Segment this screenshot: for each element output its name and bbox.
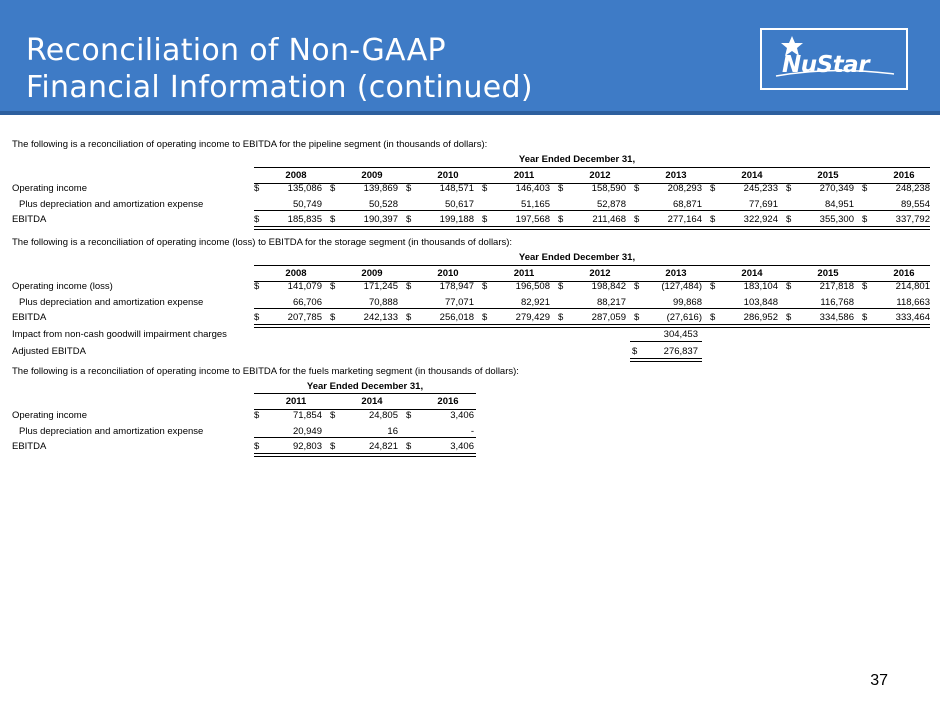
storage-value-0-5: (127,484) [661, 281, 702, 292]
fuels-dollar-0-0: $ [254, 410, 260, 421]
adjusted-dollar: $ [632, 346, 638, 357]
pipeline-value-0-6: 245,233 [743, 183, 778, 194]
title-line-1: Reconciliation of Non-GAAP [26, 33, 446, 68]
pipeline-value-2-6: 322,924 [743, 214, 778, 225]
storage-dollar-0-5: $ [634, 281, 640, 292]
pipeline-dollar-2-2: $ [406, 214, 412, 225]
fuels-dollar-2-0: $ [254, 441, 260, 452]
fuels-value-2-1: 24,821 [368, 441, 398, 452]
storage-value-1-1: 70,888 [368, 297, 398, 308]
pipeline-value-2-3: 197,568 [515, 214, 550, 225]
impairment-value: 304,453 [663, 329, 698, 340]
page-number: 37 [870, 672, 888, 689]
pipeline-value-0-8: 248,238 [895, 183, 930, 194]
fuels-row-label-0: Operating income [12, 410, 87, 421]
pipeline-row-label-2: EBITDA [12, 214, 47, 225]
fuels-value-0-1: 24,805 [368, 410, 398, 421]
logo-text: NuStar [782, 52, 870, 78]
fuels-row-label-1: Plus depreciation and amortization expense [19, 426, 204, 437]
storage-row-label-0: Operating income (loss) [12, 281, 113, 292]
pipeline-dollar-2-1: $ [330, 214, 336, 225]
pipeline-dollar-2-5: $ [634, 214, 640, 225]
fuels-value-1-2: - [470, 426, 474, 437]
storage-dollar-2-4: $ [558, 312, 564, 323]
storage-value-2-0: 207,785 [287, 312, 322, 323]
pipeline-row-label-0: Operating income [12, 183, 87, 194]
nustar-logo [760, 28, 908, 90]
pipeline-row-label-1: Plus depreciation and amortization expense [19, 199, 204, 210]
pipeline-dollar-0-4: $ [558, 183, 564, 194]
storage-value-1-6: 103,848 [743, 297, 778, 308]
storage-value-0-1: 171,245 [363, 281, 398, 292]
pipeline-header-rule [254, 167, 930, 168]
storage-year-5: 2013 [665, 268, 687, 279]
fuels-year-1: 2014 [361, 396, 383, 407]
pipeline-value-1-0: 50,749 [292, 199, 322, 210]
header-banner [0, 0, 940, 115]
storage-value-1-4: 88,217 [596, 297, 626, 308]
storage-year-8: 2016 [893, 268, 915, 279]
pipeline-year-3: 2011 [513, 170, 535, 181]
pipeline-value-1-6: 77,691 [748, 199, 778, 210]
storage-value-2-3: 279,429 [515, 312, 550, 323]
pipeline-year-5: 2013 [665, 170, 687, 181]
adjusted-ebitda-label: Adjusted EBITDA [12, 346, 86, 357]
pipeline-value-0-4: 158,590 [591, 183, 626, 194]
pipeline-year-2: 2010 [437, 170, 459, 181]
storage-value-1-7: 116,768 [820, 297, 854, 308]
pipeline-period-header: Year Ended December 31, [518, 154, 636, 165]
pipeline-value-1-7: 84,951 [824, 199, 854, 210]
pipeline-value-1-1: 50,528 [368, 199, 398, 210]
storage-dollar-0-1: $ [330, 281, 336, 292]
pipeline-dollar-0-8: $ [862, 183, 868, 194]
storage-dollar-2-2: $ [406, 312, 412, 323]
fuels-value-1-0: 20,949 [292, 426, 322, 437]
storage-year-3: 2011 [513, 268, 535, 279]
pipeline-year-1: 2009 [361, 170, 383, 181]
storage-year-2: 2010 [437, 268, 459, 279]
storage-row-label-2: EBITDA [12, 312, 47, 323]
impairment-label: Impact from non-cash goodwill impairment charges [12, 329, 227, 340]
pipeline-value-2-4: 211,468 [592, 214, 626, 225]
fuels-row-label-2: EBITDA [12, 441, 47, 452]
storage-value-0-8: 214,801 [895, 281, 930, 292]
pipeline-dollar-0-2: $ [406, 183, 412, 194]
storage-value-0-4: 198,842 [591, 281, 626, 292]
pipeline-dollar-2-4: $ [558, 214, 564, 225]
fuels-value-2-2: 3,406 [450, 441, 474, 452]
fuels-rule-0 [254, 437, 476, 438]
fuels-dollar-0-2: $ [406, 410, 412, 421]
storage-value-0-3: 196,508 [515, 281, 550, 292]
storage-value-2-5: (27,616) [666, 312, 702, 323]
pipeline-year-6: 2014 [741, 170, 763, 181]
fuels-year-0: 2011 [285, 396, 307, 407]
fuels-header-rule [254, 393, 476, 394]
pipeline-year-8: 2016 [893, 170, 915, 181]
pipeline-value-2-5: 277,164 [667, 214, 702, 225]
pipeline-value-0-7: 270,349 [819, 183, 854, 194]
pipeline-value-0-2: 148,571 [439, 183, 474, 194]
storage-year-1: 2009 [361, 268, 383, 279]
pipeline-intro: The following is a reconciliation of operating income to EBITDA for the pipeline segment (in thousands of dollars): [12, 139, 488, 150]
pipeline-value-1-5: 68,871 [672, 199, 702, 210]
pipeline-value-1-3: 51,165 [520, 199, 550, 210]
pipeline-value-2-7: 355,300 [819, 214, 854, 225]
storage-dollar-0-2: $ [406, 281, 412, 292]
fuels-value-0-2: 3,406 [450, 410, 474, 421]
pipeline-value-0-5: 208,293 [667, 183, 702, 194]
pipeline-value-1-8: 89,554 [900, 199, 930, 210]
pipeline-dollar-2-3: $ [482, 214, 488, 225]
fuels-value-0-0: 71,854 [292, 410, 322, 421]
pipeline-dollar-0-5: $ [634, 183, 640, 194]
pipeline-year-7: 2015 [817, 170, 839, 181]
storage-value-1-0: 66,706 [292, 297, 322, 308]
storage-dollar-2-7: $ [786, 312, 792, 323]
fuels-dollar-0-1: $ [330, 410, 336, 421]
storage-rule-0 [254, 308, 930, 309]
pipeline-value-0-1: 139,869 [363, 183, 398, 194]
pipeline-value-0-0: 135,086 [287, 183, 322, 194]
storage-value-0-2: 178,947 [439, 281, 474, 292]
storage-dollar-0-6: $ [710, 281, 716, 292]
page-title [26, 32, 533, 106]
pipeline-value-1-2: 50,617 [444, 199, 474, 210]
storage-dollar-2-3: $ [482, 312, 488, 323]
storage-dollar-2-6: $ [710, 312, 716, 323]
pipeline-dollar-0-6: $ [710, 183, 716, 194]
pipeline-dollar-0-7: $ [786, 183, 792, 194]
pipeline-year-0: 2008 [285, 170, 307, 181]
pipeline-dollar-2-6: $ [710, 214, 716, 225]
fuels-rule-1 [254, 453, 476, 457]
pipeline-value-2-1: 190,397 [363, 214, 398, 225]
fuels-value-2-0: 92,803 [292, 441, 322, 452]
storage-value-2-1: 242,133 [363, 312, 398, 323]
pipeline-value-1-4: 52,878 [596, 199, 626, 210]
storage-period-header: Year Ended December 31, [518, 252, 636, 263]
storage-dollar-0-3: $ [482, 281, 488, 292]
storage-value-2-4: 287,059 [591, 312, 626, 323]
storage-value-2-7: 334,586 [819, 312, 854, 323]
storage-value-0-7: 217,818 [819, 281, 854, 292]
pipeline-year-4: 2012 [589, 170, 611, 181]
fuels-year-2: 2016 [437, 396, 459, 407]
storage-dollar-0-0: $ [254, 281, 260, 292]
pipeline-value-2-2: 199,188 [439, 214, 474, 225]
storage-value-1-2: 77,071 [444, 297, 474, 308]
pipeline-dollar-0-1: $ [330, 183, 336, 194]
fuels-value-1-1: 16 [387, 426, 398, 437]
storage-value-0-0: 141,079 [287, 281, 322, 292]
pipeline-dollar-2-8: $ [862, 214, 868, 225]
storage-intro: The following is a reconciliation of operating income (loss) to EBITDA for the storage segment (in thousands of dollars): [12, 237, 513, 248]
storage-rule-1 [254, 324, 930, 328]
storage-value-2-6: 286,952 [743, 312, 778, 323]
storage-year-7: 2015 [817, 268, 839, 279]
adjusted-double-rule [630, 358, 702, 362]
storage-dollar-2-1: $ [330, 312, 336, 323]
storage-row-label-1: Plus depreciation and amortization expense [19, 297, 204, 308]
pipeline-rule-1 [254, 226, 930, 230]
title-line-2: Financial Information (continued) [26, 70, 533, 105]
storage-year-4: 2012 [589, 268, 611, 279]
storage-year-0: 2008 [285, 268, 307, 279]
fuels-period-header: Year Ended December 31, [306, 381, 424, 392]
storage-dollar-2-0: $ [254, 312, 260, 323]
storage-value-1-5: 99,868 [672, 297, 702, 308]
storage-header-rule [254, 265, 930, 266]
storage-value-1-8: 118,663 [896, 297, 930, 308]
fuels-dollar-2-1: $ [330, 441, 336, 452]
storage-dollar-2-8: $ [862, 312, 868, 323]
storage-dollar-0-8: $ [862, 281, 868, 292]
pipeline-value-0-3: 146,403 [515, 183, 550, 194]
storage-dollar-0-4: $ [558, 281, 564, 292]
storage-dollar-2-5: $ [634, 312, 640, 323]
storage-value-2-2: 256,018 [439, 312, 474, 323]
fuels-intro: The following is a reconciliation of operating income to EBITDA for the fuels marketing segment (in thousands of dollars): [12, 366, 519, 377]
pipeline-dollar-2-0: $ [254, 214, 260, 225]
storage-year-6: 2014 [741, 268, 763, 279]
storage-value-0-6: 183,104 [743, 281, 778, 292]
storage-value-2-8: 333,464 [895, 312, 930, 323]
impairment-rule [630, 341, 702, 342]
pipeline-value-2-0: 185,835 [287, 214, 322, 225]
pipeline-dollar-0-3: $ [482, 183, 488, 194]
storage-value-1-3: 82,921 [520, 297, 550, 308]
pipeline-rule-0 [254, 210, 930, 211]
pipeline-dollar-2-7: $ [786, 214, 792, 225]
adjusted-ebitda-value: 276,837 [663, 346, 698, 357]
fuels-dollar-2-2: $ [406, 441, 412, 452]
pipeline-value-2-8: 337,792 [895, 214, 930, 225]
storage-dollar-0-7: $ [786, 281, 792, 292]
pipeline-dollar-0-0: $ [254, 183, 260, 194]
